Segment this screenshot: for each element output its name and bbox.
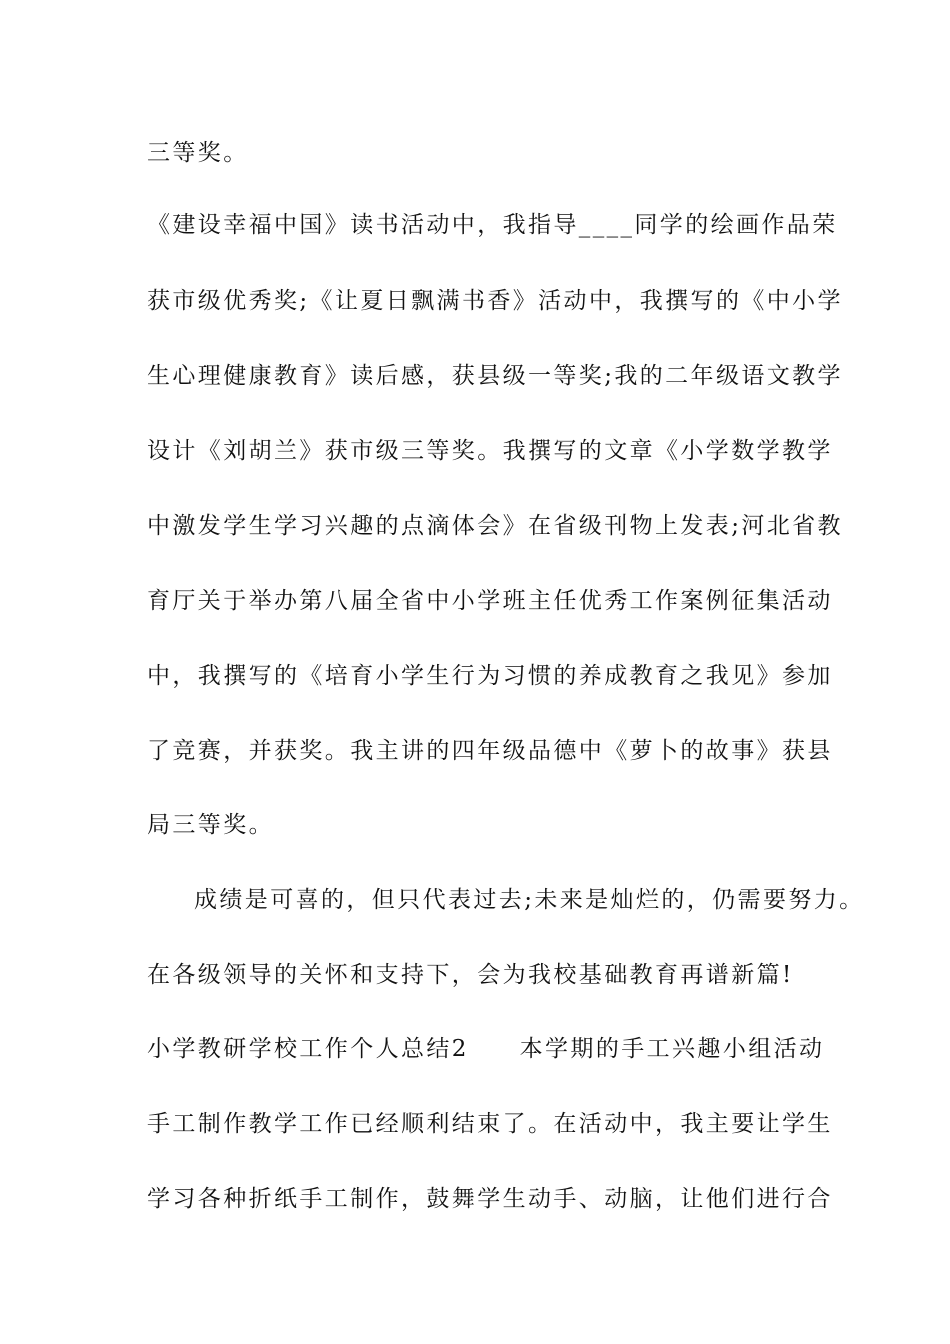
text-line: 三等奖。 [147, 140, 249, 166]
paragraph-first-line: 成绩是可喜的，但只代表过去;未来是灿烂的，仍需要努力。 [194, 887, 865, 913]
section-title-line: 小学教研学校工作个人总结2 本学期的手工兴趣小组活动 [147, 1036, 825, 1062]
text-line: 获市级优秀奖;《让夏日飘满书香》活动中，我撰写的《中小学 [147, 288, 843, 314]
text-line: 了竞赛，并获奖。我主讲的四年级品德中《萝卜的故事》获县 [147, 738, 833, 764]
text-line: 生心理健康教育》读后感，获县级一等奖;我的二年级语文教学 [147, 363, 843, 389]
text-line: 学习各种折纸手工制作，鼓舞学生动手、动脑，让他们进行合 [147, 1186, 833, 1212]
text-line: 手工制作教学工作已经顺利结束了。在活动中，我主要让学生 [147, 1111, 833, 1137]
text-line: 局三等奖。 [147, 812, 274, 838]
text-line: 中，我撰写的《培育小学生行为习惯的养成教育之我见》参加 [147, 663, 833, 689]
text-line: 育厅关于举办第八届全省中小学班主任优秀工作案例征集活动 [147, 588, 833, 614]
text-line: 《建设幸福中国》读书活动中，我指导____同学的绘画作品荣 [147, 212, 838, 238]
text-line: 中激发学生学习兴趣的点滴体会》在省级刊物上发表;河北省教 [147, 513, 843, 539]
text-line: 设计《刘胡兰》获市级三等奖。我撰写的文章《小学数学教学 [147, 438, 833, 464]
text-line: 在各级领导的关怀和支持下，会为我校基础教育再谱新篇! [147, 962, 794, 988]
